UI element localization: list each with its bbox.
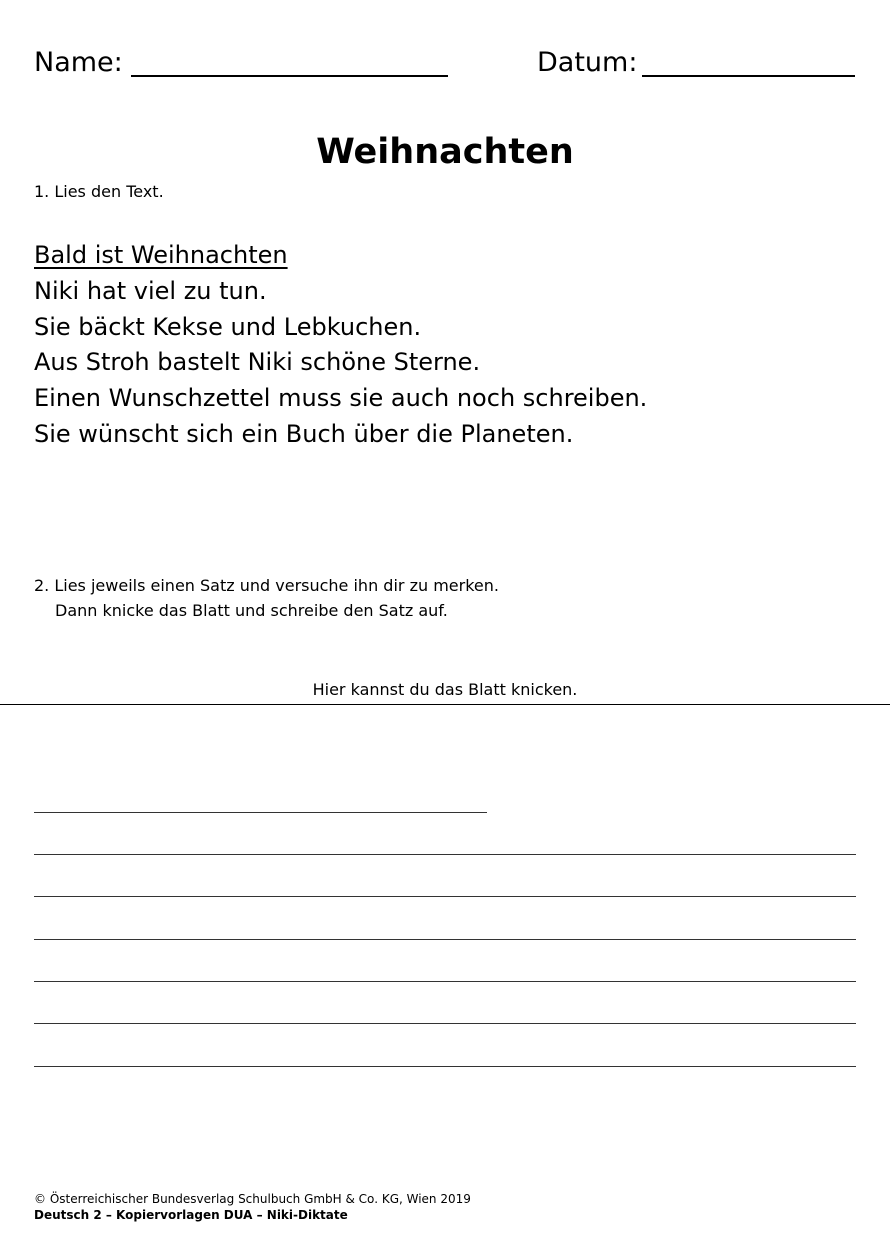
footer-copyright: © Österreichischer Bundesverlag Schulbuch GmbH & Co. KG, Wien 2019 (34, 1192, 471, 1206)
writing-line[interactable] (34, 854, 856, 855)
task-2-instruction-line-1: 2. Lies jeweils einen Satz und versuche ihn dir zu merken. (34, 576, 499, 595)
writing-line[interactable] (34, 896, 856, 897)
footer-series: Deutsch 2 – Kopiervorlagen DUA – Niki-Diktate (34, 1208, 348, 1222)
story-heading: Bald ist Weihnachten (34, 241, 288, 269)
page-title: Weihnachten (316, 132, 574, 172)
writing-line[interactable] (34, 1066, 856, 1067)
name-label: Name: (34, 47, 123, 78)
fold-hint: Hier kannst du das Blatt knicken. (312, 680, 578, 699)
story-line: Einen Wunschzettel muss sie auch noch schreiben. (34, 384, 648, 413)
story-text (34, 238, 647, 453)
date-label: Datum: (537, 47, 638, 78)
name-write-line[interactable] (131, 75, 448, 77)
fold-line (0, 704, 890, 705)
footer (34, 1191, 471, 1223)
writing-line[interactable] (34, 939, 856, 940)
story-line: Sie wünscht sich ein Buch über die Planeten. (34, 419, 574, 448)
writing-line[interactable] (34, 981, 856, 982)
task-1-instruction: 1. Lies den Text. (34, 182, 164, 201)
story-line: Sie bäckt Kekse und Lebkuchen. (34, 312, 422, 341)
date-write-line[interactable] (642, 75, 855, 77)
task-2-instruction-line-2: Dann knicke das Blatt und schreibe den Satz auf. (55, 601, 448, 620)
story-line: Niki hat viel zu tun. (34, 276, 267, 305)
story-line: Aus Stroh bastelt Niki schöne Sterne. (34, 348, 481, 377)
writing-line[interactable] (34, 812, 487, 813)
writing-line[interactable] (34, 1023, 856, 1024)
